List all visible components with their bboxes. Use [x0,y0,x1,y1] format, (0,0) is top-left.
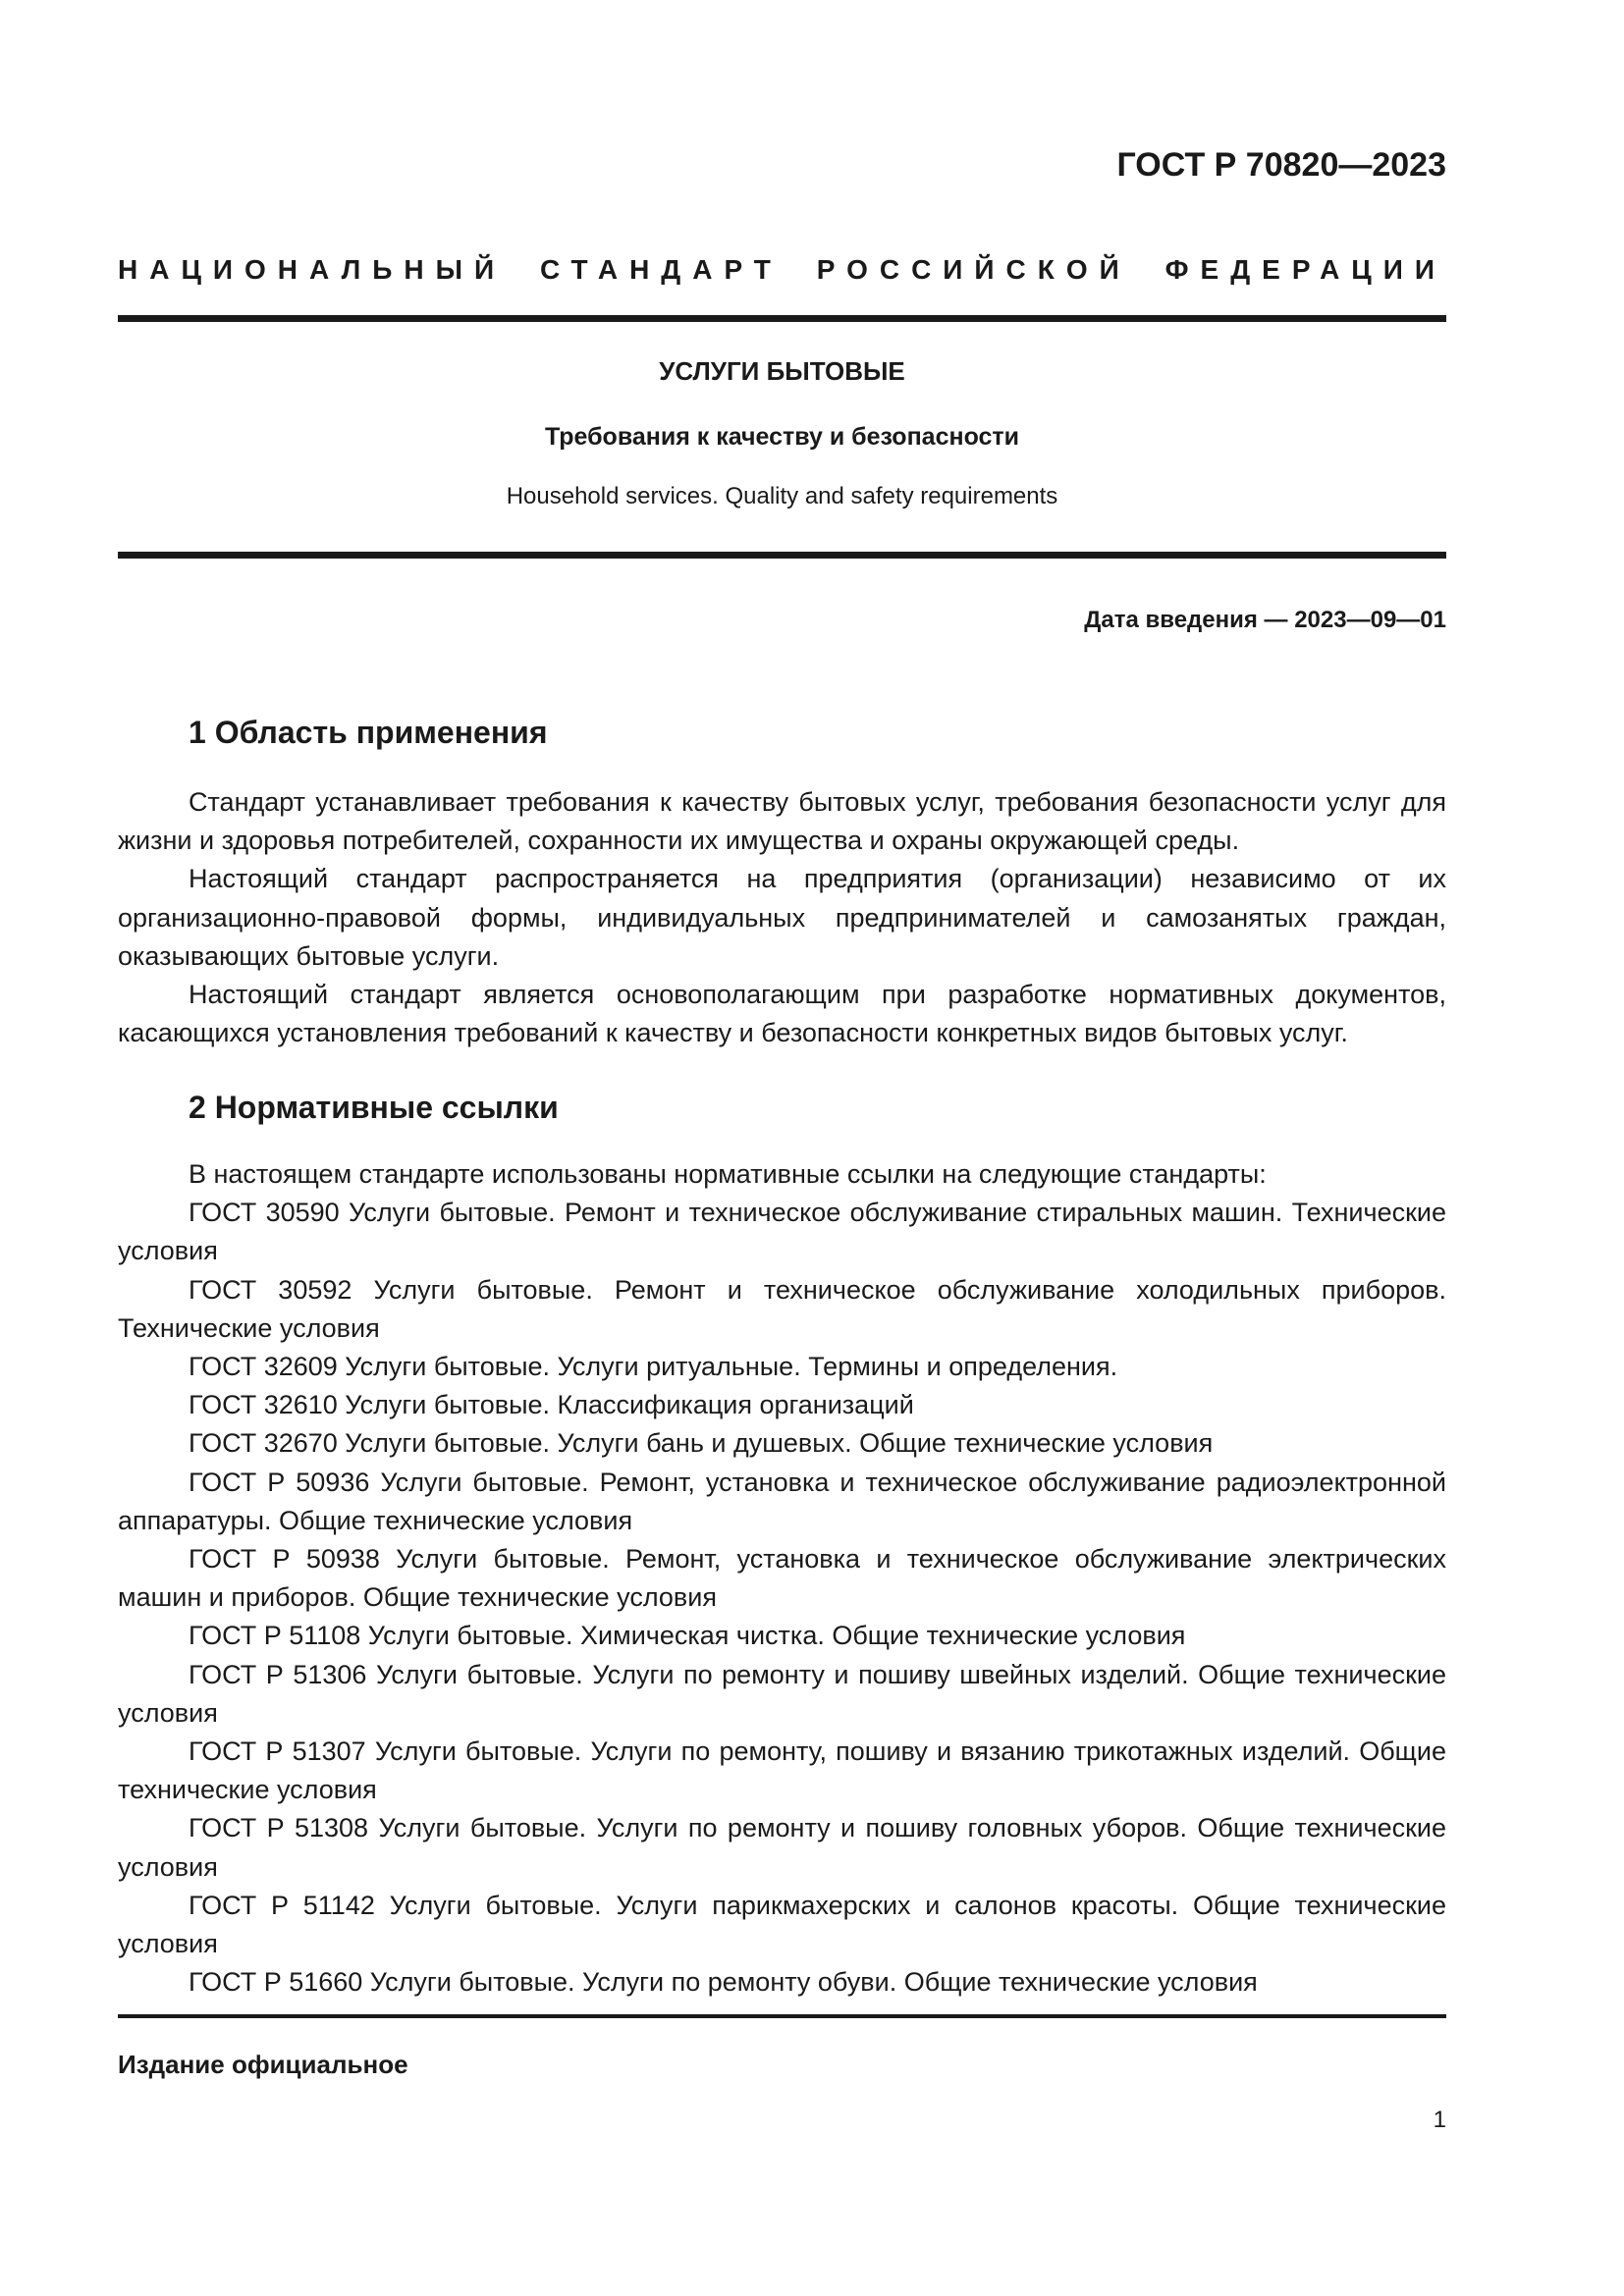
reference-item: ГОСТ Р 51142 Услуги бытовые. Услуги парикмахерских и салонов красоты. Общие технические условия [118,1890,1446,1959]
top-rule [118,315,1446,322]
reference-item: ГОСТ 32670 Услуги бытовые. Услуги бань и душевых. Общие технические условия [189,1428,1214,1459]
reference-item: ГОСТ Р 51108 Услуги бытовые. Химическая чистка. Общие технические условия [189,1621,1186,1651]
paragraph: Настоящий стандарт является основополагающим при разработке нормативных документов, касающихся установления требований к качеству и безопасности конкретных видов бытовых услуг. [118,980,1446,1048]
document-subtitle: Требования к качеству и безопасности [544,423,1020,451]
document-title: УСЛУГИ БЫТОВЫЕ [659,356,905,386]
reference-item: ГОСТ Р 51307 Услуги бытовые. Услуги по ремонту, пошиву и вязанию трикотажных изделий. Общие технические условия [118,1736,1446,1805]
reference-item: ГОСТ 32609 Услуги бытовые. Услуги ритуальные. Термины и определения. [189,1352,1118,1382]
reference-item: ГОСТ Р 51306 Услуги бытовые. Услуги по ремонту и пошиву швейных изделий. Общие технические условия [118,1659,1446,1728]
document-title-english: Household services. Quality and safety requirements [506,483,1058,509]
reference-item: ГОСТ Р 51308 Услуги бытовые. Услуги по ремонту и пошиву головных уборов. Общие технические условия [118,1813,1446,1882]
section-1-heading: 1 Область применения [189,715,548,750]
reference-item: ГОСТ Р 50938 Услуги бытовые. Ремонт, установка и техническое обслуживание электрических машин и приборов. Общие технические условия [118,1544,1446,1613]
national-standard-banner: НАЦИОНАЛЬНЫЙ СТАНДАРТ РОССИЙСКОЙ ФЕДЕРАЦИИ [118,254,1446,285]
reference-item: ГОСТ 32610 Услуги бытовые. Классификация организаций [189,1390,914,1420]
footer-rule [118,2014,1446,2018]
section-2-body [118,1155,1446,2002]
reference-item: ГОСТ 30592 Услуги бытовые. Ремонт и техническое обслуживание холодильных приборов. Технические условия [118,1274,1446,1343]
official-edition-label: Издание официальное [118,2050,408,2079]
reference-item: ГОСТ 30590 Услуги бытовые. Ремонт и техническое обслуживание стиральных машин. Технические условия [118,1198,1446,1266]
section-2-heading: 2 Нормативные ссылки [189,1090,559,1125]
document-number: ГОСТ Р 70820—2023 [1116,146,1446,184]
reference-item: ГОСТ Р 51660 Услуги бытовые. Услуги по ремонту обуви. Общие технические условия [189,1967,1258,1998]
paragraph: Настоящий стандарт распространяется на предприятия (организации) независимо от их организационно-правовой формы, индивидуальных предпринимателей и самозанятых граждан, оказывающих бытовые услуги. [118,864,1446,971]
page-number: 1 [1433,2107,1446,2133]
section-1-body [118,783,1446,1052]
reference-item: ГОСТ Р 50936 Услуги бытовые. Ремонт, установка и техническое обслуживание радиоэлектронной аппаратуры. Общие технические условия [118,1467,1446,1535]
document-page [118,0,1446,2296]
title-rule [118,552,1446,559]
paragraph: В настоящем стандарте использованы нормативные ссылки на следующие стандарты: [189,1159,1267,1189]
paragraph: Стандарт устанавливает требования к качеству бытовых услуг, требования безопасности услуг для жизни и здоровья потребителей, сохранности их имущества и охраны окружающей среды. [118,787,1446,856]
introduction-date: Дата введения — 2023—09—01 [1084,607,1446,633]
